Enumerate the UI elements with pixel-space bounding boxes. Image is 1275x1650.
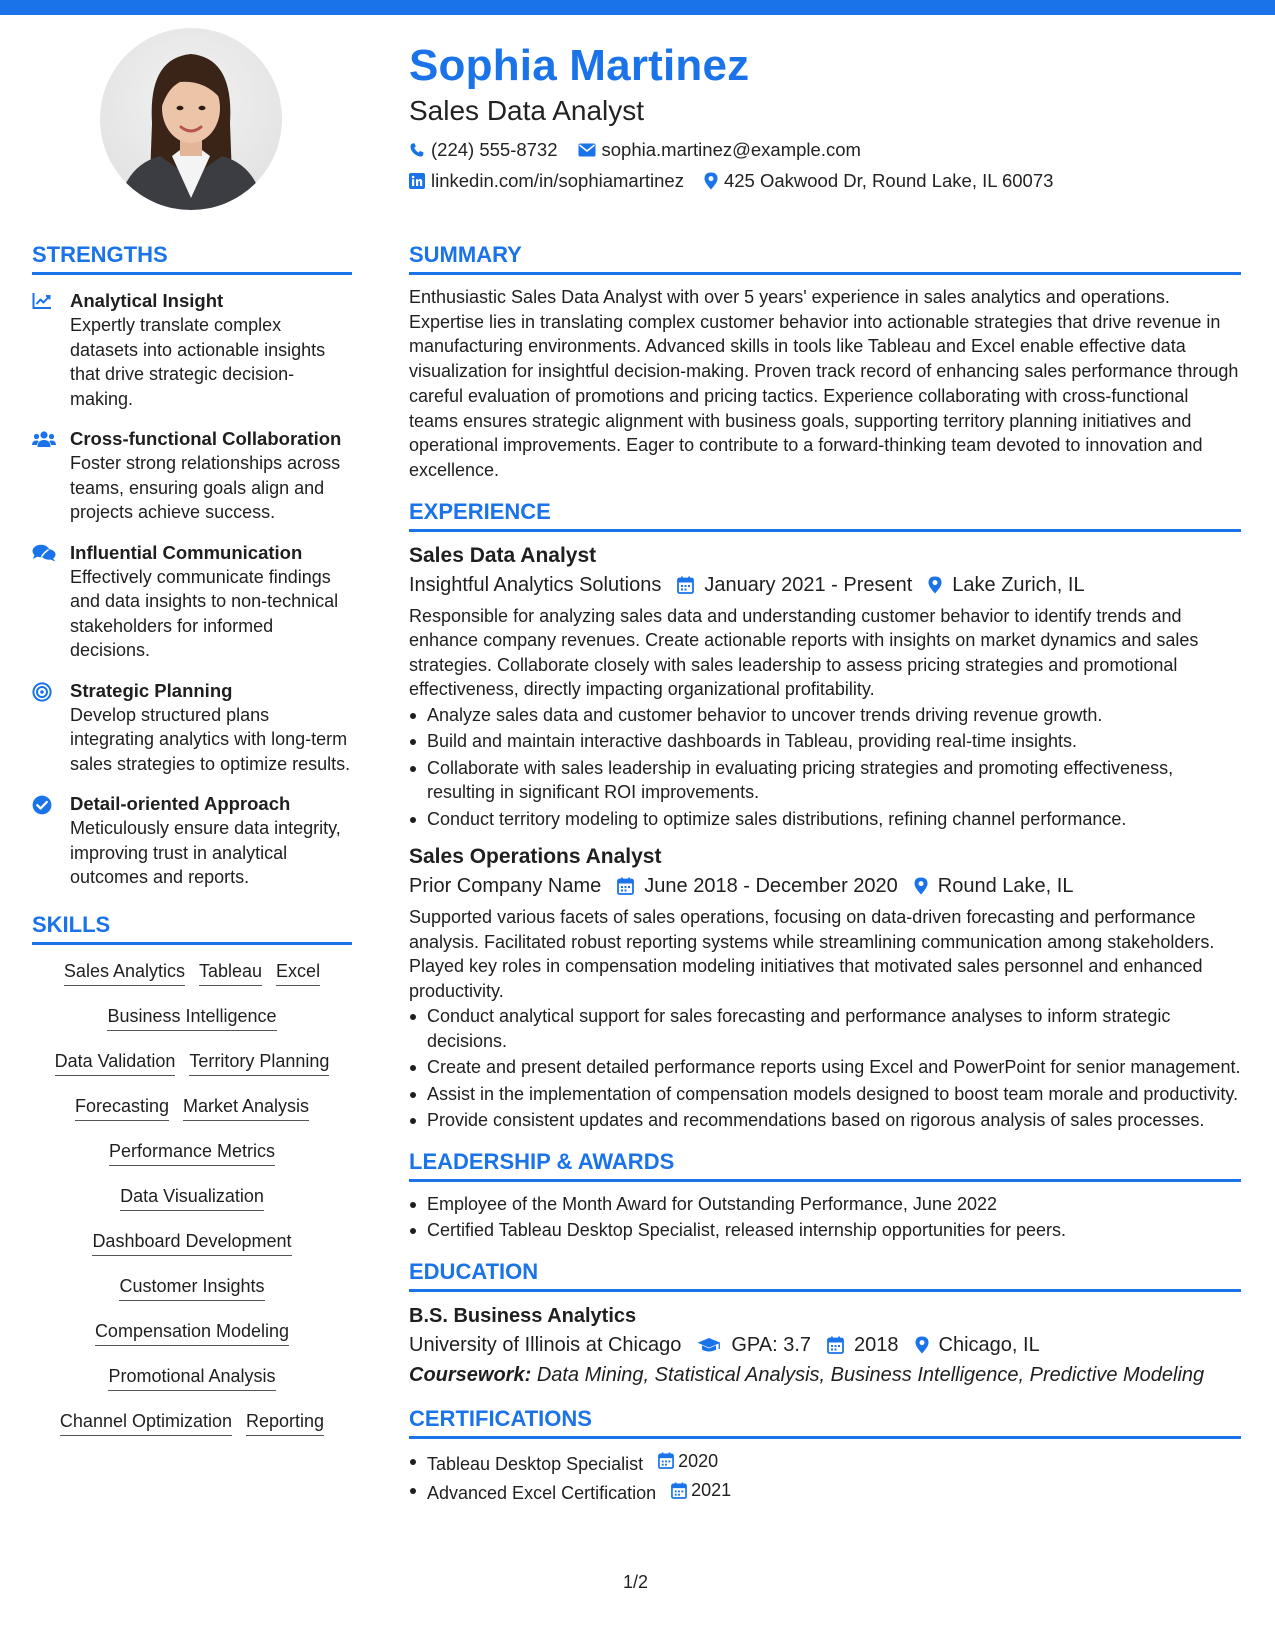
school-name: University of Illinois at Chicago [409, 1333, 682, 1356]
certification-item [409, 1449, 1241, 1476]
certification-date [658, 1449, 718, 1474]
skill-tag: Market Analysis [183, 1094, 309, 1121]
certification-date [671, 1478, 731, 1503]
email-item [578, 139, 861, 161]
section-divider [409, 1289, 1241, 1292]
skill-tag: Data Visualization [120, 1184, 264, 1211]
strength-item [32, 289, 352, 411]
education-heading: EDUCATION [409, 1258, 539, 1284]
certification-year: 2020 [678, 1450, 719, 1471]
leadership-heading: LEADERSHIP & AWARDS [409, 1148, 675, 1174]
target-icon [32, 682, 52, 702]
top-accent-bar [0, 0, 1275, 15]
job-meta [409, 871, 1241, 901]
bullet-item: Employee of the Month Award for Outstanding Performance, June 2022 [409, 1192, 1241, 1217]
bullet-item: Conduct analytical support for sales forecasting and performance analyses to inform strategic decisions. [409, 1004, 1241, 1053]
right-column [409, 240, 1241, 1507]
company-name: Insightful Analytics Solutions [409, 573, 662, 596]
map-pin-icon [914, 877, 928, 895]
skill-tag: Business Intelligence [107, 1004, 276, 1031]
skill-tag: Channel Optimization [60, 1409, 232, 1436]
skill-tag: Data Validation [55, 1049, 176, 1076]
dates-item [677, 570, 912, 600]
resume-header [409, 40, 1249, 193]
degree-title: B.S. Business Analytics [409, 1304, 637, 1327]
strength-title: Cross-functional Collaboration [70, 428, 342, 449]
skill-row [32, 1319, 352, 1350]
bullet-item: Certified Tableau Desktop Specialist, released internship opportunities for peers. [409, 1218, 1241, 1243]
skill-tag: Customer Insights [119, 1274, 264, 1301]
job-entry [409, 843, 1241, 1133]
certification-name: Advanced Excel Certification [427, 1482, 657, 1503]
comments-icon [32, 544, 56, 562]
certification-year: 2021 [691, 1479, 732, 1500]
certification-list [409, 1449, 1241, 1506]
job-title: Sales Operations Analyst [409, 845, 662, 869]
email-link[interactable]: sophia.martinez@example.com [601, 139, 861, 160]
company-item [409, 871, 601, 901]
strength-description: Develop structured plans integrating analytics with long-term sales strategies to optimize results. [70, 704, 351, 774]
coursework-label: Coursework: [409, 1363, 532, 1386]
graduation-cap-icon [697, 1337, 721, 1353]
job-description: Supported various facets of sales operations, focusing on data-driven forecasting and performance analysis. Facilitated robust reporting systems while streamlining communication among stakeholders. Played key roles in compensation modeling initiatives that motivated sales personnel and enhanced productivity. [409, 907, 1215, 1001]
company-name: Prior Company Name [409, 875, 602, 898]
bullet-item: Collaborate with sales leadership in evaluating pricing strategies and promoting effectiveness, resulting in significant ROI improvements. [409, 756, 1241, 805]
job-meta [409, 570, 1241, 600]
section-divider [32, 942, 352, 945]
skills-heading: SKILLS [32, 911, 111, 937]
school-item [409, 1330, 681, 1360]
bullet-item: Build and maintain interactive dashboards in Tableau, providing real-time insights. [409, 729, 1241, 754]
section-divider [409, 1436, 1241, 1439]
skill-tag: Tableau [199, 959, 262, 986]
skills-list [32, 959, 352, 1440]
map-pin-icon [704, 172, 718, 190]
section-divider [32, 272, 352, 275]
skill-tag: Sales Analytics [64, 959, 185, 986]
job-location: Round Lake, IL [937, 875, 1074, 898]
location-item [914, 871, 1074, 901]
gpa-item [697, 1330, 811, 1360]
company-item [409, 570, 661, 600]
strength-description: Effectively communicate findings and data insights to non-technical stakeholders for informed decisions. [70, 566, 339, 660]
address-item [704, 170, 1053, 192]
summary-heading: SUMMARY [409, 242, 522, 267]
job-dates: June 2018 - December 2020 [644, 875, 898, 898]
skill-tag: Performance Metrics [109, 1139, 275, 1166]
avatar-illustration [100, 28, 282, 210]
job-dates: January 2021 - Present [704, 573, 913, 596]
gpa-text: GPA: 3.7 [731, 1333, 812, 1356]
school-location: Chicago, IL [938, 1333, 1040, 1356]
calendar-icon [677, 576, 694, 594]
certifications-heading: CERTIFICATIONS [409, 1405, 592, 1431]
map-pin-icon [915, 1336, 929, 1354]
phone-text[interactable]: (224) 555-8732 [431, 139, 558, 160]
bullet-item: Analyze sales data and customer behavior to uncover trends driving revenue growth. [409, 703, 1241, 728]
graduation-year: 2018 [854, 1333, 899, 1356]
skill-row [32, 1094, 352, 1125]
strength-item [32, 679, 352, 777]
strength-title: Detail-oriented Approach [70, 793, 291, 814]
strength-item [32, 792, 352, 890]
linkedin-icon [409, 173, 425, 189]
education-meta [409, 1330, 1241, 1360]
section-divider [409, 1179, 1241, 1182]
page-number: 1/2 [623, 1572, 649, 1592]
calendar-icon [671, 1482, 687, 1499]
users-icon [32, 430, 56, 448]
skill-row [32, 1049, 352, 1080]
bullet-item: Provide consistent updates and recommendations based on rigorous analysis of sales processes. [409, 1108, 1241, 1133]
strength-title: Influential Communication [70, 541, 303, 563]
calendar-icon [658, 1452, 674, 1469]
skill-row [32, 1364, 352, 1395]
leadership-bullets [409, 1192, 1241, 1243]
calendar-icon [827, 1336, 844, 1354]
skill-row [32, 1274, 352, 1305]
strength-item [32, 427, 352, 525]
job-title: Sales Data Analyst [409, 543, 597, 567]
education-entry [409, 1302, 1241, 1390]
summary-text: Enthusiastic Sales Data Analyst with over 5 years' experience in sales analytics and operations. Expertise lies in translating complex customer behavior into actionable strategies that drive revenue in manufacturing environments. Advanced skills in tools like Tableau and Excel enable effective data visualization for insightful decision-making. Proven track record of enhancing sales performance through careful evaluation of promotions and pricing tactics. Experience collaborating with cross-functional teams ensures strategic alignment with business goals, supporting territory planning initiatives and operational improvements. Eager to contribute to a forward-thinking team devoted to innovation and excellence. [409, 287, 1239, 480]
strength-title: Analytical Insight [70, 290, 224, 311]
skill-tag: Forecasting [75, 1094, 169, 1121]
bullet-item: Create and present detailed performance reports using Excel and PowerPoint for senior management. [409, 1055, 1241, 1080]
skill-tag: Promotional Analysis [108, 1364, 275, 1391]
envelope-icon [578, 143, 596, 157]
check-circle-icon [32, 795, 52, 815]
chart-line-icon [32, 292, 52, 310]
map-pin-icon [928, 576, 942, 594]
coursework-text: Data Mining, Statistical Analysis, Business Intelligence, Predictive Modeling [536, 1363, 1205, 1386]
skill-row [32, 959, 352, 990]
skill-tag: Reporting [246, 1409, 324, 1436]
linkedin-item [409, 170, 684, 192]
skill-row [32, 1409, 352, 1440]
skill-tag: Excel [276, 959, 320, 986]
candidate-name: Sophia Martinez [409, 41, 750, 90]
strengths-heading: STRENGTHS [32, 242, 168, 267]
bullet-item: Assist in the implementation of compensation models designed to boost team morale and productivity. [409, 1082, 1241, 1107]
left-column [32, 240, 352, 1454]
job-description: Responsible for analyzing sales data and understanding customer behavior to identify trends and enhance company revenues. Create actionable reports with insights on market dynamics and sales strategies. Collaborate closely with sales leadership to assess pricing strategies and promotional effectiveness, directly impacting organizational profitability. [409, 605, 1199, 700]
skill-tag: Dashboard Development [92, 1229, 291, 1256]
skill-row [32, 1184, 352, 1215]
contact-row-1 [409, 138, 1249, 162]
job-location: Lake Zurich, IL [952, 573, 1085, 596]
bullet-item: Conduct territory modeling to optimize sales distributions, refining channel performance. [409, 807, 1241, 832]
skill-row [32, 1229, 352, 1260]
job-bullets [409, 703, 1241, 832]
job-bullets [409, 1004, 1241, 1133]
calendar-icon [617, 877, 634, 895]
certification-item [409, 1478, 1241, 1505]
candidate-role: Sales Data Analyst [409, 95, 645, 126]
section-divider [409, 529, 1241, 532]
location-item [928, 570, 1084, 600]
contact-row-2 [409, 169, 1249, 193]
year-item [827, 1330, 899, 1360]
location-item [915, 1330, 1040, 1360]
strength-item [32, 541, 352, 663]
dates-item [617, 871, 898, 901]
skill-row [32, 1139, 352, 1170]
phone-icon [409, 142, 425, 158]
experience-heading: EXPERIENCE [409, 498, 551, 524]
certification-name: Tableau Desktop Specialist [427, 1453, 644, 1474]
strength-description: Foster strong relationships across teams, ensuring goals align and projects achieve success. [70, 453, 341, 522]
address-text: 425 Oakwood Dr, Round Lake, IL 60073 [723, 170, 1054, 191]
coursework-line [409, 1360, 1241, 1390]
strength-description: Expertly translate complex datasets into actionable insights that drive strategic decision-making. [70, 315, 326, 409]
linkedin-link[interactable]: linkedin.com/in/sophiamartinez [431, 170, 684, 191]
job-entry [409, 542, 1241, 832]
profile-photo [100, 28, 282, 210]
phone-item [409, 139, 558, 161]
skill-tag: Territory Planning [189, 1049, 329, 1076]
skill-row [32, 1004, 352, 1035]
strength-title: Strategic Planning [70, 679, 233, 701]
section-divider [409, 272, 1241, 275]
strength-description: Meticulously ensure data integrity, improving trust in analytical outcomes and reports. [70, 818, 341, 887]
skill-tag: Compensation Modeling [95, 1319, 289, 1346]
